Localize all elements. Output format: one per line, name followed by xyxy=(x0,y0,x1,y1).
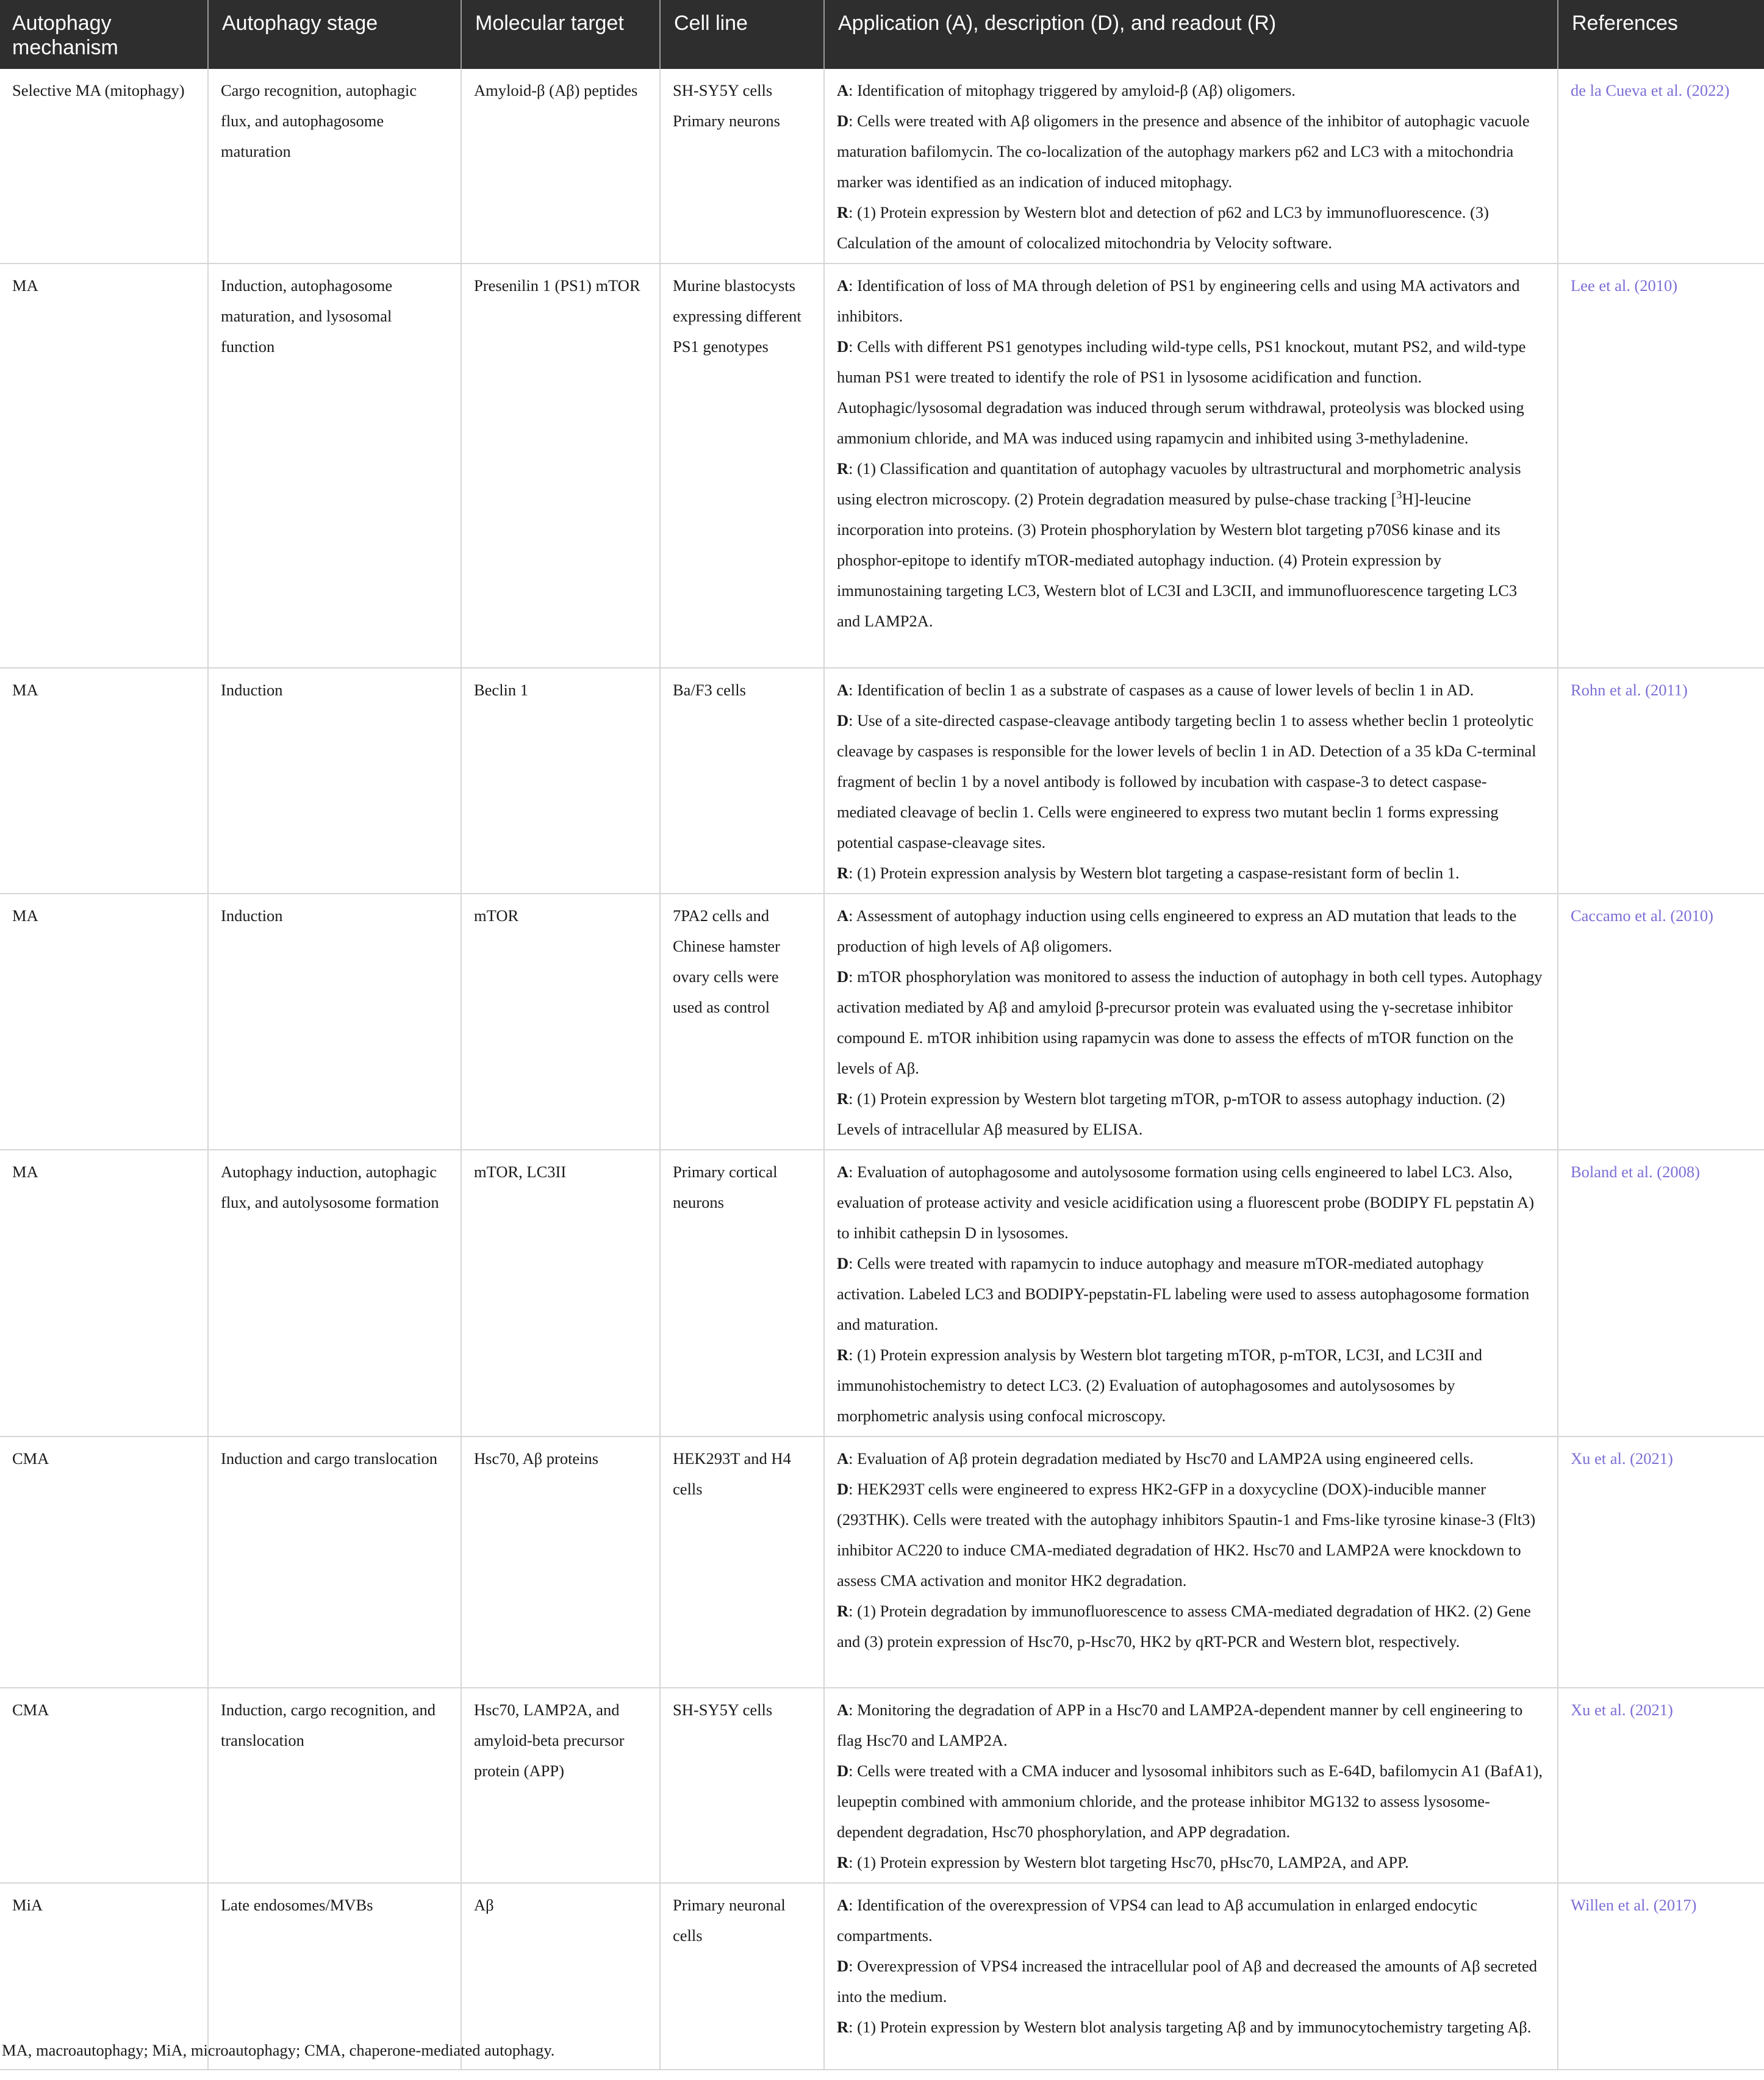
reference-link[interactable]: Xu et al. (2021) xyxy=(1571,1449,1673,1468)
application-text: Identification of loss of MA through deletion of PS1 by engineering cells and using MA activators and inhibitors. xyxy=(837,276,1520,325)
table-row xyxy=(0,1688,1764,1883)
application-text: Evaluation of Aβ protein degradation mediated by Hsc70 and LAMP2A using engineered cells. xyxy=(857,1449,1474,1468)
description-line: D: Cells were treated with Aβ oligomers in the presence and absence of the inhibitor of autophagic vacuole maturation bafilomycin. The co-localization of the autophagy markers p62 and LC3 with a mitochondria marker was identified as an indication of induced mitophagy. xyxy=(837,112,1530,191)
cell-target: mTOR xyxy=(461,894,660,1150)
readout-line: R: (1) Protein expression by Western blot analysis targeting Aβ and by immunocytochemistry targeting Aβ. xyxy=(837,2018,1532,2036)
cell-reference xyxy=(1558,1150,1764,1436)
cell-reference xyxy=(1558,1688,1764,1883)
application-text: Identification of beclin 1 as a substrate of caspases as a cause of lower levels of beclin 1 in AD. xyxy=(857,681,1474,699)
cell-stage: Cargo recognition, autophagic flux, and autophagosome maturation xyxy=(208,69,461,264)
cell-stage: Induction and cargo translocation xyxy=(208,1436,461,1688)
table-row xyxy=(0,668,1764,894)
label-d: D xyxy=(837,967,849,986)
description-line: D: mTOR phosphorylation was monitored to assess the induction of autophagy in both cell types. Autophagy activation mediated by Aβ and amyloid β-precursor protein was evaluated using the γ-secretase inhibitor compound E. mTOR inhibition using rapamycin was done to assess the effects of mTOR function on the levels of Aβ. xyxy=(837,967,1543,1077)
reference-link[interactable]: Willen et al. (2017) xyxy=(1571,1896,1697,1914)
label-r: R xyxy=(837,2018,849,2036)
cell-cell-line: Murine blastocysts expressing different PS1 genotypes xyxy=(660,264,824,668)
application-line: A: Evaluation of Aβ protein degradation mediated by Hsc70 and LAMP2A using engineered cells. xyxy=(837,1449,1474,1468)
description-line: D: Overexpression of VPS4 increased the intracellular pool of Aβ and decreased the amounts of Aβ secreted into the medium. xyxy=(837,1957,1537,2006)
cell-mechanism: MA xyxy=(0,894,208,1150)
application-line: A: Identification of the overexpression of VPS4 can lead to Aβ accumulation in enlarged endocytic compartments. xyxy=(837,1896,1478,1945)
readout-text: (1) Protein expression by Western blot targeting mTOR, p-mTOR to assess autophagy induction. (2) Levels of intracellular Aβ measured by ELISA. xyxy=(837,1089,1505,1138)
cell-reference xyxy=(1558,668,1764,894)
header-target: Molecular target xyxy=(461,0,660,69)
cell-target: Amyloid-β (Aβ) peptides xyxy=(461,69,660,264)
label-r: R xyxy=(837,1346,849,1364)
readout-text: (1) Protein degradation by immunofluorescence to assess CMA-mediated degradation of HK2. (2) Gene and (3) protein expression of Hsc70, p-Hsc70, HK2 by qRT-PCR and Western blot, respectively. xyxy=(837,1602,1531,1651)
table-footnote: MA, macroautophagy; MiA, microautophagy; CMA, chaperone-mediated autophagy. xyxy=(2,2041,555,2059)
cell-cell-line: Primary neuronal cells xyxy=(660,1883,824,2070)
cell-application xyxy=(824,1688,1558,1883)
cell-stage: Autophagy induction, autophagic flux, and autolysosome formation xyxy=(208,1150,461,1436)
cell-cell-line: SH-SY5Y cells Primary neurons xyxy=(660,69,824,264)
readout-line: R: (1) Protein expression by Western blot and detection of p62 and LC3 by immunofluorescence. (3) Calculation of the amount of colocalized mitochondria by Velocity software. xyxy=(837,203,1489,252)
cell-application xyxy=(824,1883,1558,2070)
cell-stage: Induction, autophagosome maturation, and lysosomal function xyxy=(208,264,461,668)
cell-reference xyxy=(1558,1883,1764,2070)
description-line: D: Cells were treated with rapamycin to induce autophagy and measure mTOR-mediated autophagy activation. Labeled LC3 and BODIPY-pepstatin-FL labeling were used to assess autophagosome formation and maturation. xyxy=(837,1254,1530,1333)
header-application: Application (A), description (D), and readout (R) xyxy=(824,0,1558,69)
cell-reference xyxy=(1558,894,1764,1150)
label-d: D xyxy=(837,1957,849,1975)
cell-reference xyxy=(1558,264,1764,668)
header-mechanism: Autophagy mechanism xyxy=(0,0,208,69)
cell-target: mTOR, LC3II xyxy=(461,1150,660,1436)
cell-cell-line: Ba/F3 cells xyxy=(660,668,824,894)
description-text: mTOR phosphorylation was monitored to assess the induction of autophagy in both cell types. Autophagy activation mediated by Aβ and amyloid β-precursor protein was evaluated using the γ-secretase inhibitor compound E. mTOR inhibition using rapamycin was done to assess the effects of mTOR function on the levels of Aβ. xyxy=(837,967,1543,1077)
cell-application xyxy=(824,894,1558,1150)
application-line: A: Evaluation of autophagosome and autolysosome formation using cells engineered to label LC3. Also, evaluation of protease activity and vesicle acidification using a fluorescent probe (BODIPY FL pepstatin A) to inhibit cathepsin D in lysosomes. xyxy=(837,1163,1535,1242)
header-stage: Autophagy stage xyxy=(208,0,461,69)
reference-link[interactable]: Boland et al. (2008) xyxy=(1571,1163,1700,1181)
cell-mechanism: CMA xyxy=(0,1436,208,1688)
cell-cell-line: Primary cortical neurons xyxy=(660,1150,824,1436)
readout-text: (1) Protein expression analysis by Western blot targeting a caspase-resistant form of beclin 1. xyxy=(857,864,1460,882)
description-text: Cells were treated with Aβ oligomers in the presence and absence of the inhibitor of autophagic vacuole maturation bafilomycin. The co-localization of the autophagy markers p62 and LC3 with a mitochondria marker was identified as an indication of induced mitophagy. xyxy=(837,112,1530,191)
label-a: A xyxy=(837,1163,849,1181)
header-cell-line: Cell line xyxy=(660,0,824,69)
reference-link[interactable]: Rohn et al. (2011) xyxy=(1571,681,1688,699)
table-row xyxy=(0,264,1764,668)
cell-target: Aβ xyxy=(461,1883,660,2070)
cell-application xyxy=(824,264,1558,668)
readout-line: R: (1) Protein degradation by immunofluorescence to assess CMA-mediated degradation of HK2. (2) Gene and (3) protein expression of Hsc70, p-Hsc70, HK2 by qRT-PCR and Western blot, respectively. xyxy=(837,1602,1531,1651)
label-r: R xyxy=(837,203,849,221)
description-text: Cells were treated with a CMA inducer and lysosomal inhibitors such as E-64D, bafilomycin A1 (BafA1), leupeptin combined with ammonium chloride, and the protease inhibitor MG132 to assess lysosome-dependent degradation, Hsc70 phosphorylation, and APP degradation. xyxy=(837,1762,1543,1841)
cell-application xyxy=(824,1150,1558,1436)
table-row xyxy=(0,1150,1764,1436)
application-text: Identification of mitophagy triggered by amyloid-β (Aβ) oligomers. xyxy=(857,81,1296,99)
label-d: D xyxy=(837,1480,849,1498)
table-row xyxy=(0,894,1764,1150)
cell-stage: Induction xyxy=(208,894,461,1150)
readout-line: R: (1) Protein expression by Western blot targeting Hsc70, pHsc70, LAMP2A, and APP. xyxy=(837,1853,1409,1871)
readout-text-post: H]-leucine incorporation into proteins. (3) Protein phosphorylation by Western blot targeting p70S6 kinase and its phosphor-epitope to identify mTOR-mediated autophagy induction. (4) Protein expression by immunostaining targeting LC3, Western blot of LC3I and L3CII, and immunofluorescence targeting LC3 and LAMP2A. xyxy=(837,490,1518,630)
cell-mechanism: MA xyxy=(0,1150,208,1436)
description-line: D: HEK293T cells were engineered to express HK2-GFP in a doxycycline (DOX)-inducible manner (293THK). Cells were treated with the autophagy inhibitors Spautin-1 and Fms-like tyrosine kinase-3 (Flt3) inhibitor AC220 to induce CMA-mediated degradation of HK2. Hsc70 and LAMP2A were knockdown to assess CMA activation and monitor HK2 degradation. xyxy=(837,1480,1536,1590)
application-text: Monitoring the degradation of APP in a Hsc70 and LAMP2A-dependent manner by cell engineering to flag Hsc70 and LAMP2A. xyxy=(837,1701,1523,1749)
cell-mechanism: Selective MA (mitophagy) xyxy=(0,69,208,264)
application-line: A: Identification of loss of MA through deletion of PS1 by engineering cells and using MA activators and inhibitors. xyxy=(837,276,1520,325)
label-a: A xyxy=(837,1449,849,1468)
description-text: Use of a site-directed caspase-cleavage antibody targeting beclin 1 to assess whether beclin 1 proteolytic cleavage by caspases is responsible for the lower levels of beclin 1 in AD. Detection of a 35 kDa C-terminal fragment of beclin 1 by a novel antibody is followed by incubation with caspase-3 to detect caspase-mediated cleavage of beclin 1. Cells were engineered to express two mutant beclin 1 forms expressing potential caspase-cleavage sites. xyxy=(837,711,1536,852)
readout-text-pre: (1) Classification and quantitation of autophagy vacuoles by ultrastructural and morphometric analysis using electron microscopy. (2) Protein degradation measured by pulse-chase tracking [ xyxy=(837,459,1521,508)
application-line: A: Monitoring the degradation of APP in a Hsc70 and LAMP2A-dependent manner by cell engineering to flag Hsc70 and LAMP2A. xyxy=(837,1701,1523,1749)
label-d: D xyxy=(837,711,849,730)
readout-line: R: (1) Protein expression analysis by Western blot targeting mTOR, p-mTOR, LC3I, and LC3II and immunohistochemistry to detect LC3. (2) Evaluation of autophagosomes and autolysosomes by morphometric analysis using confocal microscopy. xyxy=(837,1346,1482,1425)
cell-stage: Late endosomes/MVBs xyxy=(208,1883,461,2070)
label-r: R xyxy=(837,1089,849,1108)
cell-target: Hsc70, LAMP2A, and amyloid-beta precursor protein (APP) xyxy=(461,1688,660,1883)
reference-link[interactable]: Xu et al. (2021) xyxy=(1571,1701,1673,1719)
cell-stage: Induction xyxy=(208,668,461,894)
cell-mechanism: MA xyxy=(0,264,208,668)
label-a: A xyxy=(837,81,849,99)
cell-cell-line: HEK293T and H4 cells xyxy=(660,1436,824,1688)
table-row xyxy=(0,1436,1764,1688)
cell-cell-line: SH-SY5Y cells xyxy=(660,1688,824,1883)
cell-reference xyxy=(1558,1436,1764,1688)
cell-target: Hsc70, Aβ proteins xyxy=(461,1436,660,1688)
label-r: R xyxy=(837,1602,849,1620)
application-line: A: Identification of mitophagy triggered by amyloid-β (Aβ) oligomers. xyxy=(837,81,1296,99)
label-a: A xyxy=(837,1896,849,1914)
label-r: R xyxy=(837,864,849,882)
label-d: D xyxy=(837,112,849,130)
label-a: A xyxy=(837,1701,849,1719)
readout-line: R: (1) Classification and quantitation of autophagy vacuoles by ultrastructural and morphometric analysis using electron microscopy. (2) Protein degradation measured by pulse-chase tracking [$^3$H]-leucine incorporation into proteins. (3) Protein phosphorylation by Western blot targeting p70S6 kinase and its phosphor-epitope to identify mTOR-mediated autophagy induction. (4) Protein expression by immunostaining targeting LC3, Western blot of LC3I and L3CII, and immunofluorescence targeting LC3 and LAMP2A. xyxy=(837,459,1521,630)
readout-text: (1) Protein expression by Western blot targeting Hsc70, pHsc70, LAMP2A, and APP. xyxy=(857,1853,1409,1871)
description-line: D: Use of a site-directed caspase-cleavage antibody targeting beclin 1 to assess whether beclin 1 proteolytic cleavage by caspases is responsible for the lower levels of beclin 1 in AD. Detection of a 35 kDa C-terminal fragment of beclin 1 by a novel antibody is followed by incubation with caspase-3 to detect caspase-mediated cleavage of beclin 1. Cells were engineered to express two mutant beclin 1 forms expressing potential caspase-cleavage sites. xyxy=(837,711,1536,852)
cell-mechanism: MiA xyxy=(0,1883,208,2070)
cell-stage: Induction, cargo recognition, and translocation xyxy=(208,1688,461,1883)
readout-text: (1) Protein expression analysis by Western blot targeting mTOR, p-mTOR, LC3I, and LC3II and immunohistochemistry to detect LC3. (2) Evaluation of autophagosomes and autolysosomes by morphometric analysis using confocal microscopy. xyxy=(837,1346,1482,1425)
readout-text: (1) Protein expression by Western blot analysis targeting Aβ and by immunocytochemistry targeting Aβ. xyxy=(857,2018,1532,2036)
cell-application xyxy=(824,668,1558,894)
reference-link[interactable]: Lee et al. (2010) xyxy=(1571,276,1678,295)
readout-line: R: (1) Protein expression by Western blot targeting mTOR, p-mTOR to assess autophagy induction. (2) Levels of intracellular Aβ measured by ELISA. xyxy=(837,1089,1505,1138)
cell-mechanism: MA xyxy=(0,668,208,894)
cell-application xyxy=(824,69,1558,264)
description-text: Cells were treated with rapamycin to induce autophagy and measure mTOR-mediated autophagy activation. Labeled LC3 and BODIPY-pepstatin-FL labeling were used to assess autophagosome formation and maturation. xyxy=(837,1254,1530,1333)
description-line: D: Cells with different PS1 genotypes including wild-type cells, PS1 knockout, mutant PS2, and wild-type human PS1 were treated to identify the role of PS1 in lysosome acidification and function. Autophagic/lysosomal degradation was induced through serum withdrawal, proteolysis was blocked using ammonium chloride, and MA was induced using rapamycin and inhibited using 3-methyladenine. xyxy=(837,337,1526,447)
description-text: Cells with different PS1 genotypes including wild-type cells, PS1 knockout, mutant PS2, and wild-type human PS1 were treated to identify the role of PS1 in lysosome acidification and function. Autophagic/lysosomal degradation was induced through serum withdrawal, proteolysis was blocked using ammonium chloride, and MA was induced using rapamycin and inhibited using 3-methyladenine. xyxy=(837,337,1526,447)
label-a: A xyxy=(837,276,849,295)
application-line: A: Assessment of autophagy induction using cells engineered to express an AD mutation that leads to the production of high levels of Aβ oligomers. xyxy=(837,906,1517,955)
label-a: A xyxy=(837,681,849,699)
cell-target: Beclin 1 xyxy=(461,668,660,894)
readout-line: R: (1) Protein expression analysis by Western blot targeting a caspase-resistant form of beclin 1. xyxy=(837,864,1460,882)
cell-reference xyxy=(1558,69,1764,264)
readout-superscript: 3 xyxy=(1396,489,1402,501)
table-body xyxy=(0,69,1764,2070)
label-r: R xyxy=(837,459,849,478)
label-d: D xyxy=(837,1254,849,1272)
header-references: References xyxy=(1558,0,1764,69)
application-line: A: Identification of beclin 1 as a substrate of caspases as a cause of lower levels of beclin 1 in AD. xyxy=(837,681,1474,699)
label-a: A xyxy=(837,906,849,925)
label-r: R xyxy=(837,1853,849,1871)
table-row xyxy=(0,69,1764,264)
readout-text: (1) Protein expression by Western blot and detection of p62 and LC3 by immunofluorescence. (3) Calculation of the amount of colocalized mitochondria by Velocity software. xyxy=(837,203,1489,252)
label-d: D xyxy=(837,1762,849,1780)
cell-mechanism: CMA xyxy=(0,1688,208,1883)
reference-link[interactable]: Caccamo et al. (2010) xyxy=(1571,906,1713,925)
application-text: Evaluation of autophagosome and autolysosome formation using cells engineered to label LC3. Also, evaluation of protease activity and vesicle acidification using a fluorescent probe (BODIPY FL pepstatin A) to inhibit cathepsin D in lysosomes. xyxy=(837,1163,1535,1242)
application-text: Assessment of autophagy induction using cells engineered to express an AD mutation that leads to the production of high levels of Aβ oligomers. xyxy=(837,906,1517,955)
reference-link[interactable]: de la Cueva et al. (2022) xyxy=(1571,81,1730,99)
description-line: D: Cells were treated with a CMA inducer and lysosomal inhibitors such as E-64D, bafilomycin A1 (BafA1), leupeptin combined with ammonium chloride, and the protease inhibitor MG132 to assess lysosome-dependent degradation, Hsc70 phosphorylation, and APP degradation. xyxy=(837,1762,1543,1841)
table-header xyxy=(0,0,1764,69)
cell-target: Presenilin 1 (PS1) mTOR xyxy=(461,264,660,668)
cell-application xyxy=(824,1436,1558,1688)
application-text: Identification of the overexpression of VPS4 can lead to Aβ accumulation in enlarged endocytic compartments. xyxy=(837,1896,1478,1945)
description-text: Overexpression of VPS4 increased the intracellular pool of Aβ and decreased the amounts of Aβ secreted into the medium. xyxy=(837,1957,1537,2006)
cell-cell-line: 7PA2 cells and Chinese hamster ovary cells were used as control xyxy=(660,894,824,1150)
label-d: D xyxy=(837,337,849,356)
description-text: HEK293T cells were engineered to express HK2-GFP in a doxycycline (DOX)-inducible manner (293THK). Cells were treated with the autophagy inhibitors Spautin-1 and Fms-like tyrosine kinase-3 (Flt3) inhibitor AC220 to induce CMA-mediated degradation of HK2. Hsc70 and LAMP2A were knockdown to assess CMA activation and monitor HK2 degradation. xyxy=(837,1480,1536,1590)
header-row xyxy=(0,0,1764,69)
